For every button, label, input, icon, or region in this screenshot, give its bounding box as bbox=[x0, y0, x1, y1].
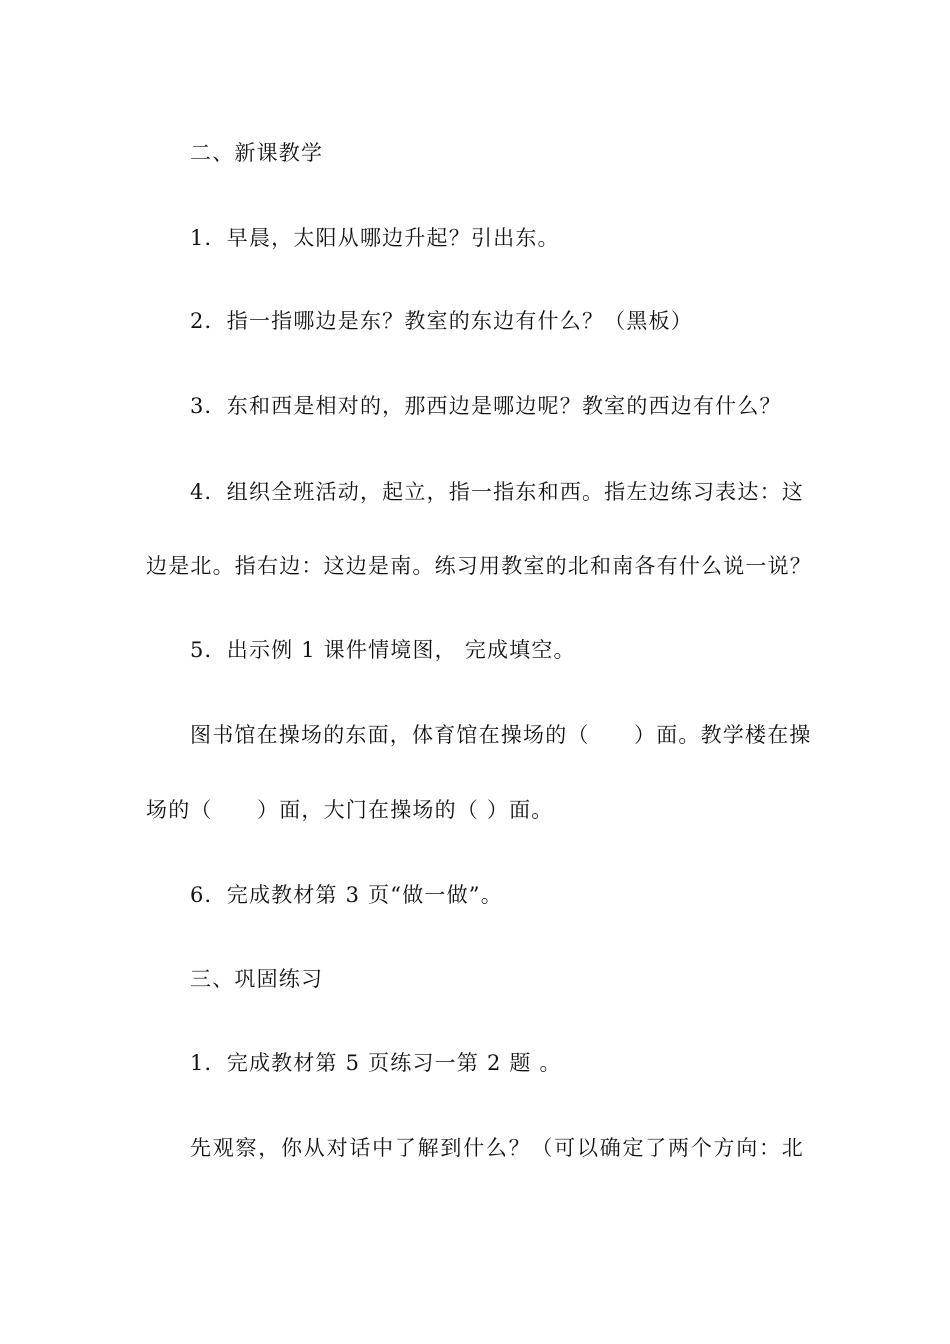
paragraph-observe: 先观察，你从对话中了解到什么？（可以确定了两个方向：北 bbox=[190, 1136, 804, 1160]
paragraph-item-4-line-2: 边是北。指右边：这边是南。练习用教室的北和南各有什么说一说？ bbox=[146, 554, 812, 578]
paragraph-item-4-line-1: 4．组织全班活动，起立，指一指东和西。指左边练习表达：这 bbox=[190, 480, 804, 504]
practice-item-1: 1．完成教材第 5 页练习一第 2 题 。 bbox=[190, 1051, 562, 1075]
paragraph-item-1: 1．早晨，太阳从哪边升起？引出东。 bbox=[190, 226, 560, 250]
paragraph-item-3: 3．东和西是相对的，那西边是哪边呢？教室的西边有什么？ bbox=[190, 394, 782, 418]
paragraph-item-6: 6．完成教材第 3 页“做一做”。 bbox=[190, 883, 503, 907]
fill-blank-line-1: 图书馆在操场的东面，体育馆在操场的（ ）面。教学楼在操 bbox=[190, 723, 812, 747]
paragraph-item-5: 5．出示例 1 课件情境图， 完成填空。 bbox=[190, 638, 576, 662]
section-heading-new-lesson: 二、新课教学 bbox=[190, 141, 324, 165]
fill-blank-line-2: 场的（ ）面，大门在操场的（ ）面。 bbox=[146, 798, 554, 822]
section-heading-practice: 三、巩固练习 bbox=[190, 967, 324, 991]
paragraph-item-2: 2．指一指哪边是东？教室的东边有什么？（黑板） bbox=[190, 309, 693, 333]
